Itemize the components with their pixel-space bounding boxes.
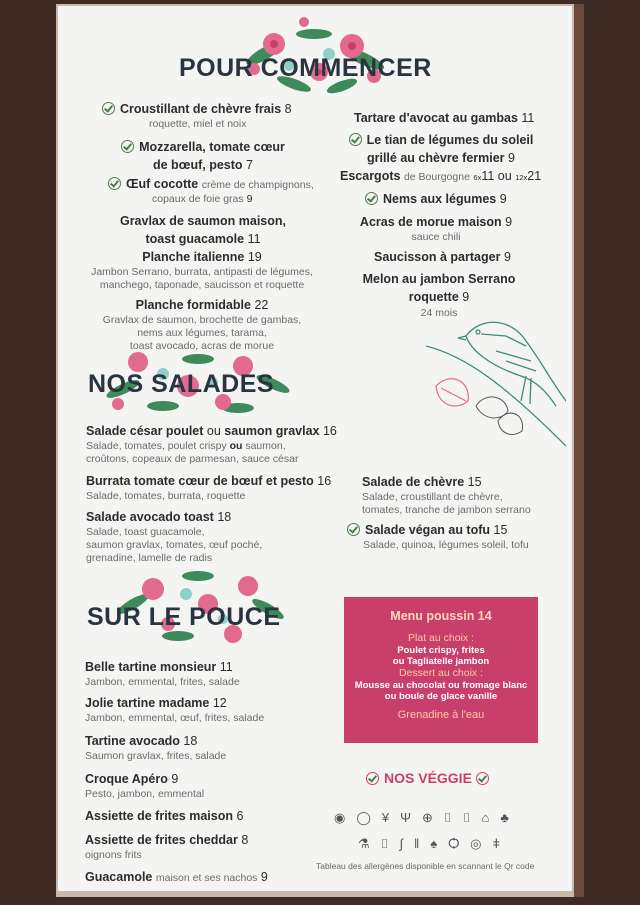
shell-icon: Ѻ	[448, 836, 471, 851]
bird-illustration	[426, 306, 566, 456]
veggie-legend: NOS VÉGGIE	[366, 770, 489, 786]
menu-item: Tartine avocado 18 Saumon gravlax, frites, salade	[85, 734, 227, 763]
menu-item: Salade césar poulet ou saumon gravlax 16 Salade, tomates, poulet crispy ou saumon, croûtons, copeaux de parmesan, sauce césar	[86, 424, 337, 465]
menu-item: Mozzarella, tomate cœur de bœuf, pesto 7	[118, 138, 288, 175]
section-title-salads: NOS SALADES	[88, 370, 275, 398]
menu-item: Belle tartine monsieur 11 Jambon, emmental, frites, salade	[85, 660, 240, 689]
menu-item: Salade de chèvre 15 Salade, croustillant de chèvre, tomates, tranche de jambon serrano	[362, 475, 531, 516]
menu-paper	[58, 6, 572, 891]
menu-item: Gravlax de saumon maison, toast guacamole 11	[119, 214, 287, 247]
board-edge	[574, 4, 584, 897]
vegetarian-icon	[476, 772, 489, 785]
nut-icon: ◎	[470, 836, 493, 851]
spoon-icon: ǂ	[492, 836, 512, 851]
vegetarian-icon	[121, 140, 134, 153]
mushroom-icon: ♠	[430, 836, 449, 851]
vegetarian-icon	[366, 772, 379, 785]
kids-menu-title: Menu poussin 14	[390, 609, 492, 623]
carrot-icon: ∫	[399, 836, 415, 851]
vegetarian-icon	[365, 192, 378, 205]
vegetarian-icon	[349, 133, 362, 146]
bottle-icon: ⌷	[443, 810, 463, 825]
vegetarian-icon	[347, 523, 360, 536]
glass-icon: Ψ	[400, 810, 423, 825]
menu-item: Escargots de Bourgogne 6x11 ou 12x21	[340, 169, 542, 183]
flask-icon: ⚗	[358, 836, 381, 851]
menu-item: Jolie tartine madame 12 Jambon, emmental, œuf, frites, salade	[85, 696, 265, 725]
menu-item: Œuf cocotte crème de champignons, copaux de foie gras 9	[108, 175, 314, 206]
kids-menu-box: Menu poussin 14 Plat au choix : Poulet crispy, frites ou Tagliatelle jambon Dessert au choix : Mousse au chocolat ou fromage blanc ou boule de glace vanille Grenadine à l'eau	[344, 597, 538, 743]
allergen-note: Tableau des allergènes disponible en scannant le Qr code	[316, 861, 535, 871]
section-title-starters: POUR COMMENCER	[179, 54, 432, 82]
mushroom-icon: ⌂	[481, 810, 501, 825]
allergen-icons-row-2	[358, 836, 511, 852]
bottle-icon: ⌷	[462, 810, 482, 825]
leaf-icon: ♣	[500, 810, 520, 825]
celery-icon: ǁ	[414, 836, 431, 851]
menu-item: Guacamole maison et ses nachos 9	[85, 870, 268, 884]
menu-item: Croustillant de chèvre frais 8 roquette, miel et noix	[102, 100, 292, 131]
bottle-icon: ⌷	[380, 836, 400, 851]
wheat-icon: ¥	[381, 810, 401, 825]
eye-icon: ◉	[334, 810, 357, 825]
vegetarian-icon	[108, 177, 121, 190]
egg-icon: ◯	[356, 810, 382, 825]
menu-item: Salade avocado toast 18 Salade, toast guacamole, saumon gravlax, tomates, œuf poché, grenadine, lamelle de radis	[86, 510, 263, 564]
menu-item: Planche italienne 19 Jambon Serrano, burrata, antipasti de légumes, manchego, taponade, saucisson et roquette	[91, 250, 313, 291]
menu-item: Burrata tomate cœur de bœuf et pesto 16 Salade, tomates, burrata, roquette	[86, 474, 332, 503]
allergen-icons-row-1	[334, 810, 520, 826]
menu-item: Tartare d'avocat au gambas 11	[354, 111, 535, 125]
menu-item: Le tian de légumes du soleil grillé au chèvre fermier 9	[336, 131, 546, 168]
menu-item: Salade végan au tofu 15 Salade, quinoa, légumes soleil, tofu	[347, 521, 529, 552]
menu-item: Melon au jambon Serrano roquette 9 24 mois	[362, 272, 516, 319]
menu-item: Assiette de frites cheddar 8 oignons frits	[85, 833, 249, 862]
section-title-pouce: SUR LE POUCE	[87, 603, 281, 631]
menu-item: Acras de morue maison 9 sauce chili	[359, 215, 513, 244]
menu-item: Planche formidable 22 Gravlax de saumon, brochette de gambas, nems aux légumes, tarama, toast avocado, acras de morue	[102, 298, 302, 352]
menu-item: Assiette de frites maison 6	[85, 809, 244, 823]
vegetarian-icon	[102, 102, 115, 115]
fish-icon: ⊕	[422, 810, 444, 825]
menu-item: Saucisson à partager 9	[374, 250, 511, 264]
menu-item: Nems aux légumes 9	[365, 190, 507, 208]
menu-item: Croque Apéro 9 Pesto, jambon, emmental	[85, 772, 205, 801]
